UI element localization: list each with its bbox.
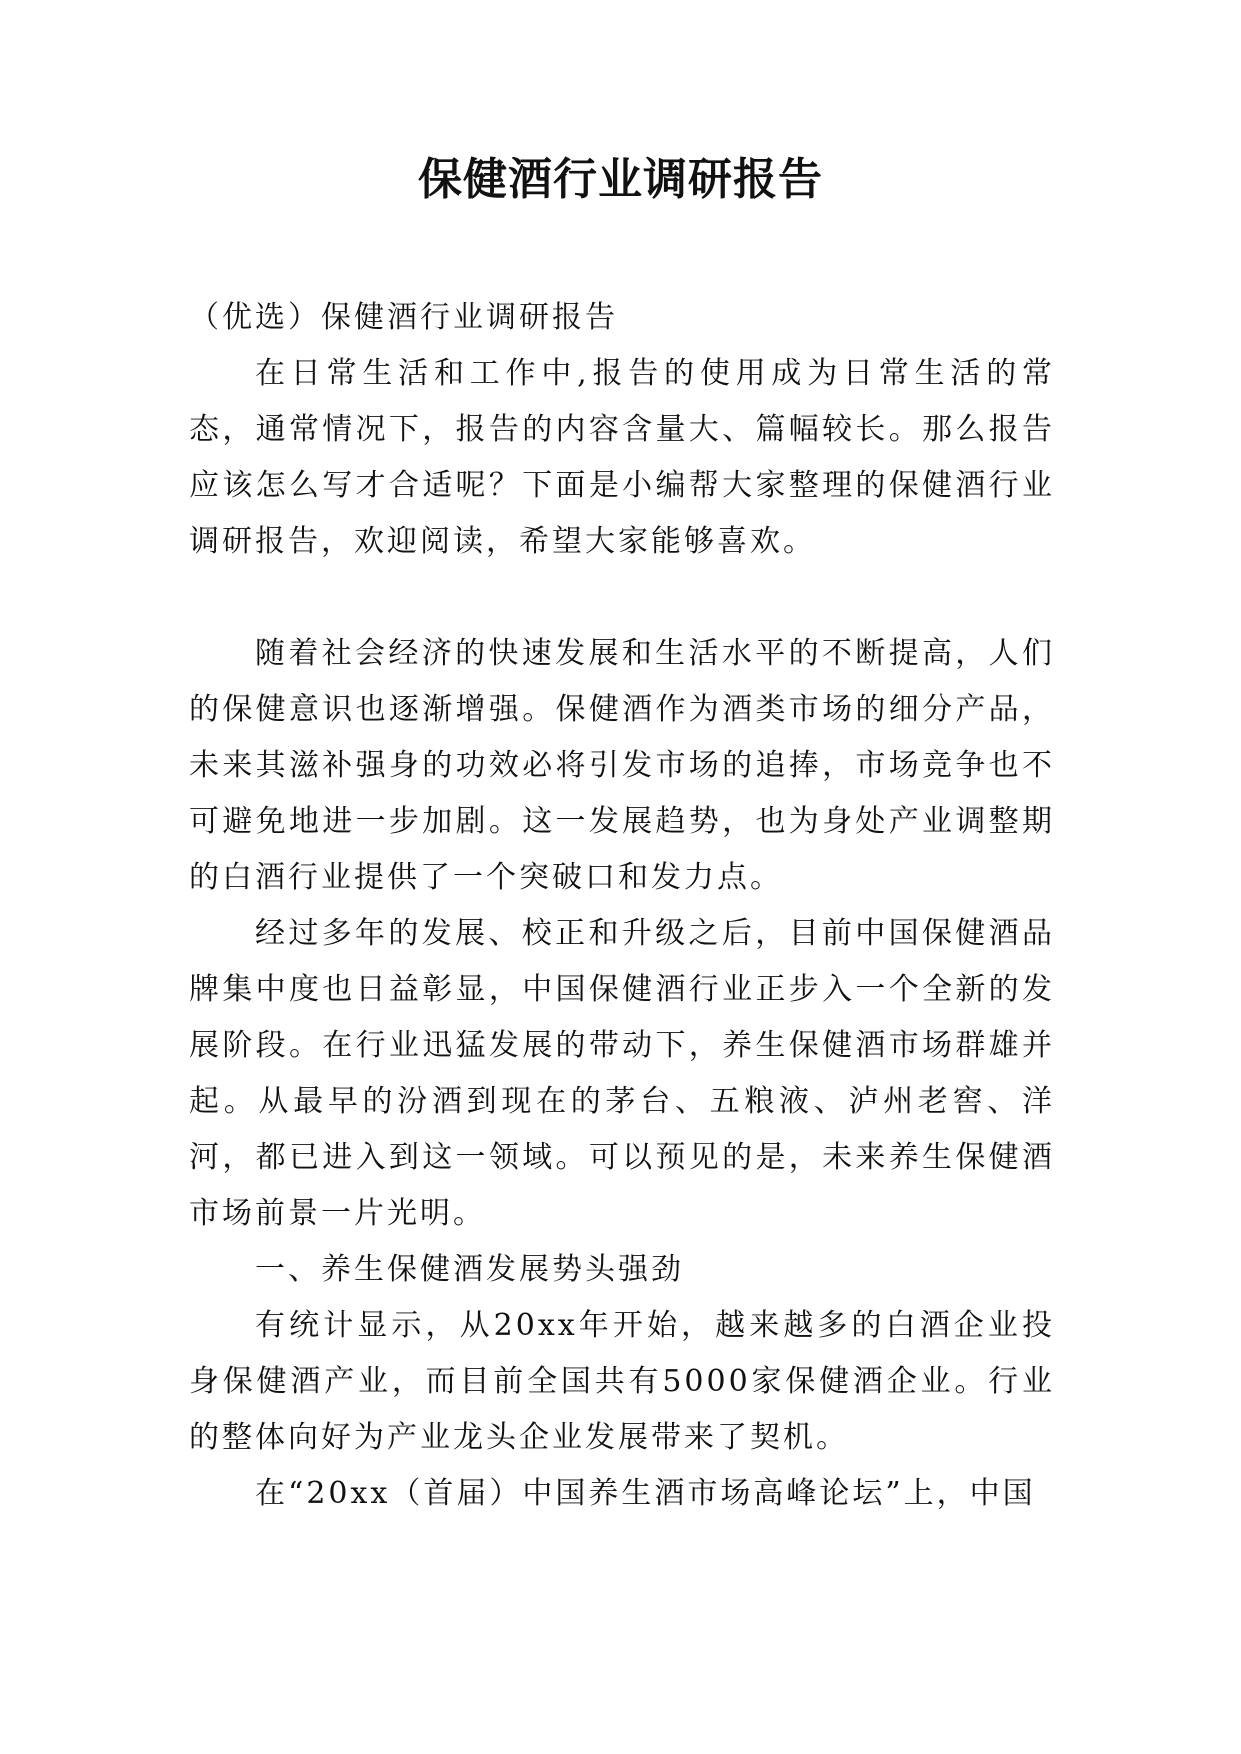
paragraph-brand-concentration: 经过多年的发展、校正和升级之后，目前中国保健酒品牌集中度也日益彰显，中国保健酒行业正步入一个全新的发展阶段。在行业迅猛发展的带动下，养生保健酒市场群雄并起。从最早的汾酒到现在的茅台、五粮液、泸州老窖、洋河，都已进入到这一领域。可以预见的是，未来养生保健酒市场前景一片光明。 — [189, 916, 1055, 1231]
document-title: 保健酒行业调研报告 — [418, 154, 823, 205]
section-heading-1: 一、养生保健酒发展势头强劲 — [255, 1252, 684, 1287]
document-body — [189, 290, 1055, 1522]
paragraph-background: 随着社会经济的快速发展和生活水平的不断提高，人们的保健意识也逐渐增强。保健酒作为酒类市场的细分产品，未来其滋补强身的功效必将引发市场的追捧，市场竞争也不可避免地进一步加剧。这一发展趋势，也为身处产业调整期的白酒行业提供了一个突破口和发力点。 — [189, 636, 1055, 895]
paragraph-statistics: 有统计显示，从20xx年开始，越来越多的白酒企业投身保健酒产业，而目前全国共有5000家保健酒企业。行业的整体向好为产业龙头企业发展带来了契机。 — [189, 1308, 1055, 1455]
document-subtitle: （优选）保健酒行业调研报告 — [189, 300, 618, 335]
paragraph-intro: 在日常生活和工作中,报告的使用成为日常生活的常态，通常情况下，报告的内容含量大、篇幅较长。那么报告应该怎么写才合适呢？下面是小编帮大家整理的保健酒行业调研报告，欢迎阅读，希望大家能够喜欢。 — [189, 356, 1055, 559]
paragraph-forum: 在“20xx（首届）中国养生酒市场高峰论坛”上，中国 — [255, 1476, 1036, 1511]
